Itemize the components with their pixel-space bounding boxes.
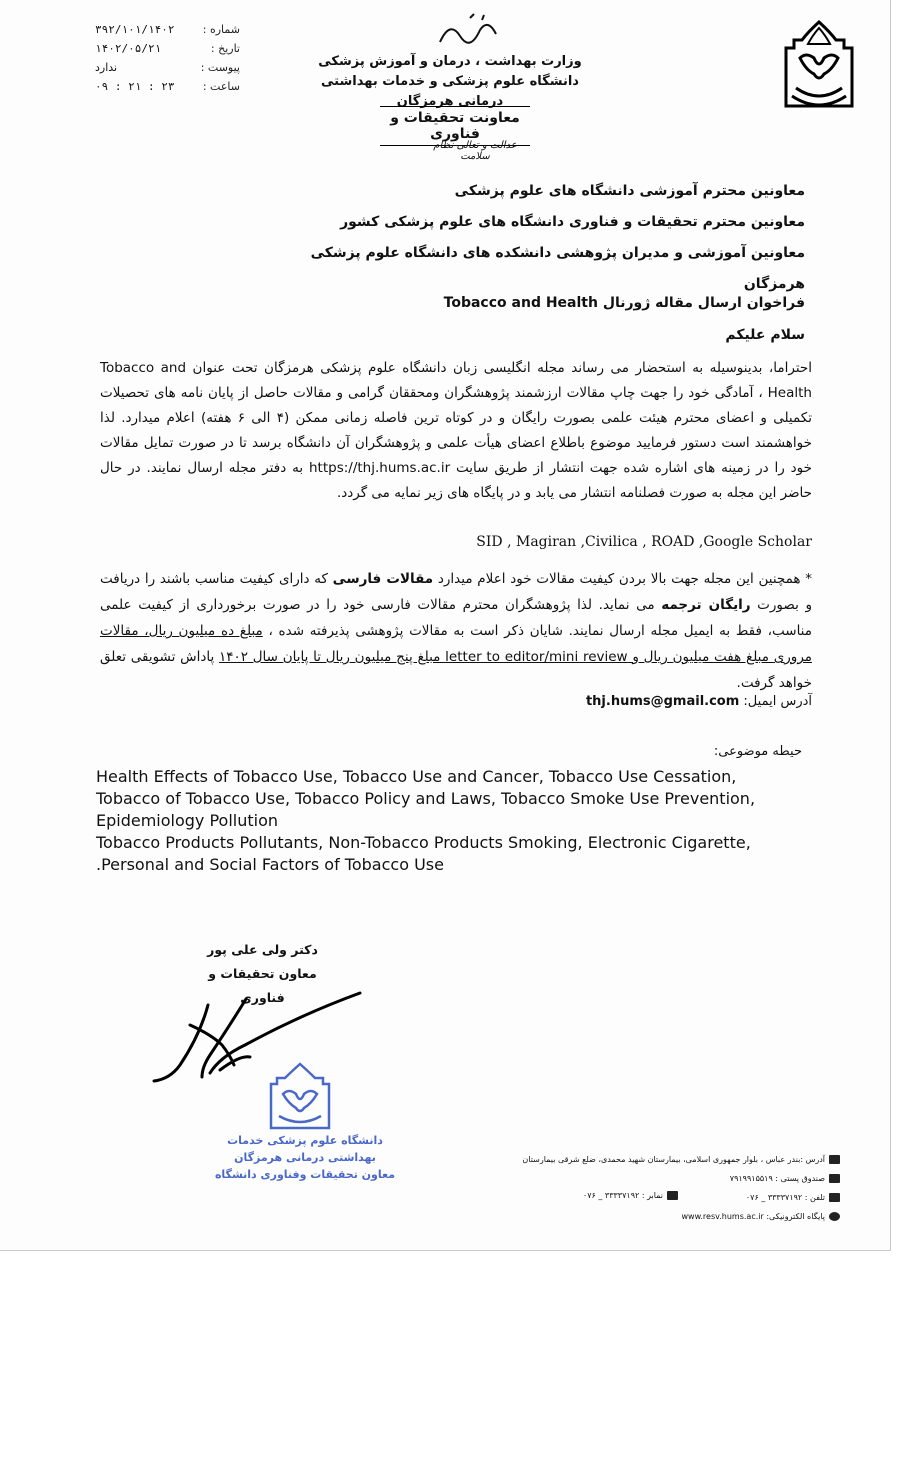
scope-label: حیطه موضوعی: [713,744,802,759]
subject-scope [96,766,796,876]
p2-text: پاداش تشویقی تعلق خواهد گرفت. [100,649,812,691]
body-paragraph-1: احتراما، بدینوسیله به استحضار می رساند مجله انگلیسی زبان دانشگاه علوم پزشکی هرمزگان تحت عنوان Tobacco and Health ، آمادگی خود را جهت چاپ مقالات ارزشمند پژوهشگران ومحققان گرامی و مقالات حاصل از پایان نامه های تحصیلات تکمیلی و اعضای محترم هیئت علمی بصورت رایگان و در کوتاه ترین فاصله زمانی ممکن (۴ الی ۶ هفته) اعلام میدارد. لذا خواهشمند است دستور فرمایید موضوع باطلاع اعضای هیأت علمی و پژوهشگران آن دانشگاه برسد تا در صورت تمایل مقالات خود را در زمینه های اشاره شده جهت انتشار از طریق سایت https://thj.hums.ac.ir به دفتر مجله ارسال نمایند. در حال حاضر این مجله به صورت فصلنامه انتشار می یابد و در پایگاه های زیر نمایه می گردد. [100,360,813,501]
number-value: ۳۹۲/۱۰۱/۱۴۰۲ [95,23,175,36]
signatory-name: دکتر ولی علی پور [207,942,318,957]
basmala-calligraphy [430,12,510,48]
attachment-label: پیوست : [200,61,240,74]
date-label: تاریخ : [210,42,240,55]
university-logo-icon [780,18,858,110]
persian-articles-emphasis: مقالات فارسی [332,571,434,587]
letter-subject: فراخوان ارسال مقاله ژورنال Tobacco and Health [443,295,805,311]
recipient-line: معاونین محترم تحقیقات و فناوری دانشگاه های علوم پزشکی کشور [340,214,805,230]
handwritten-signature [150,985,370,1085]
signatory-title: معاون تحقیقات و فناوری [208,966,317,1005]
motto: عدالت و تعالی نظام سلامت [433,140,517,162]
scope-text: Tobacco Products Pollutants, Non-Tobacco Products Smoking, Electronic Cigarette, .Personal and Social Factors of Tobacco Use [96,833,751,874]
recipients-list [245,176,805,300]
attachment-value: ندارد [95,61,118,74]
stamp-logo-icon [265,1060,335,1132]
recipient-line: معاونین آموزشی و مدیران پژوهشی دانشکده های دانشگاه علوم پزشکی هرمزگان [310,245,805,292]
free-translation-emphasis: رایگان ترجمه [661,597,751,613]
university-name: دانشگاه علوم پزشکی و خدمات بهداشتی درمانی هرمزگان [321,74,579,109]
footer-website[interactable]: پایگاه الکترونیکی: www.resv.hums.ac.ir [681,1212,825,1221]
postbox-icon [829,1174,840,1183]
globe-icon [829,1212,840,1221]
stamp-line: دانشگاه علوم پزشکی خدمات بهداشتی درمانی هرمزگان [227,1134,383,1164]
p2-text: که دارای کیفیت مناسب باشند را دریافت و بصورت [100,571,812,613]
email-label: آدرس ایمیل: [743,694,812,709]
p2-text: * همچنین این مجله جهت بالا بردن کیفیت مقالات خود اعلام میدارد [433,571,813,587]
ministry-name: وزارت بهداشت ، درمان و آموزش پزشکی [318,54,582,69]
number-label: شماره : [202,23,240,36]
letterhead [300,52,600,112]
letter-footer [520,1150,840,1226]
fax-icon [667,1191,678,1200]
footer-postbox: صندوق پستی : ۷۹۱۹۹۱۵۵۱۹ [729,1174,825,1183]
p2-text: می نماید. لذا پژوهشگران محترم مقالات فارسی خود را در صورت برخورداری از کیفیت علمی مناسب، فقط به ایمیل مجله ارسال نمایند. شایان ذکر است به مقالات پژوهشی پذیرفته شده ، [100,597,812,639]
scope-text: Health Effects of Tobacco Use, Tobacco Use and Cancer, Tobacco Use Cessation, Tobacco of Tobacco Use, Tobacco Policy and Laws, Tobacco Smoke Use Prevention, Epidemiology Pollution [96,767,756,830]
footer-phone: تلفن : ۳۳۳۳۷۱۹۲ _ ۰۷۶ [745,1193,825,1202]
greeting: سلام علیکم [725,327,805,343]
indexing-databases: SID , Magiran ,Civilica , ROAD ,Google Scholar [476,534,812,550]
recipient-line: معاونین محترم آموزشی دانشگاه های علوم پزشکی [454,183,805,199]
footer-address: آدرس :بندر عباس ، بلوار جمهوری اسلامی، بیمارستان شهید محمدی، ضلع شرقی بیمارستان [522,1155,825,1164]
time-value: ۰۹ : ۲۱ : ۲۳ [95,80,175,93]
stamp-text [210,1132,400,1183]
body-paragraph-2 [100,566,812,696]
department-name: معاونت تحقیقات و فناوری [380,106,530,146]
date-value: ۱۴۰۲/۰۵/۲۱ [95,42,162,55]
email-line [560,694,812,709]
footer-fax: نمابر : ۳۳۳۳۷۱۹۲ _ ۰۷۶ [582,1191,663,1200]
reward-amounts: مبلغ ده میلیون ریال، مقالات مروری مبلغ هفت میلیون ریال و letter to editor/mini review مبلغ پنج میلیون ریال تا پایان سال ۱۴۰۲ [100,623,812,665]
email-address[interactable]: thj.hums@gmail.com [585,694,740,709]
phone-icon [829,1193,840,1202]
letter-meta [95,20,240,96]
mail-icon [829,1155,840,1164]
footer-fax-line [548,1191,678,1200]
time-label: ساعت : [202,80,240,93]
stamp-line: معاون تحقیقات وفناوری دانشگاه [214,1168,396,1181]
